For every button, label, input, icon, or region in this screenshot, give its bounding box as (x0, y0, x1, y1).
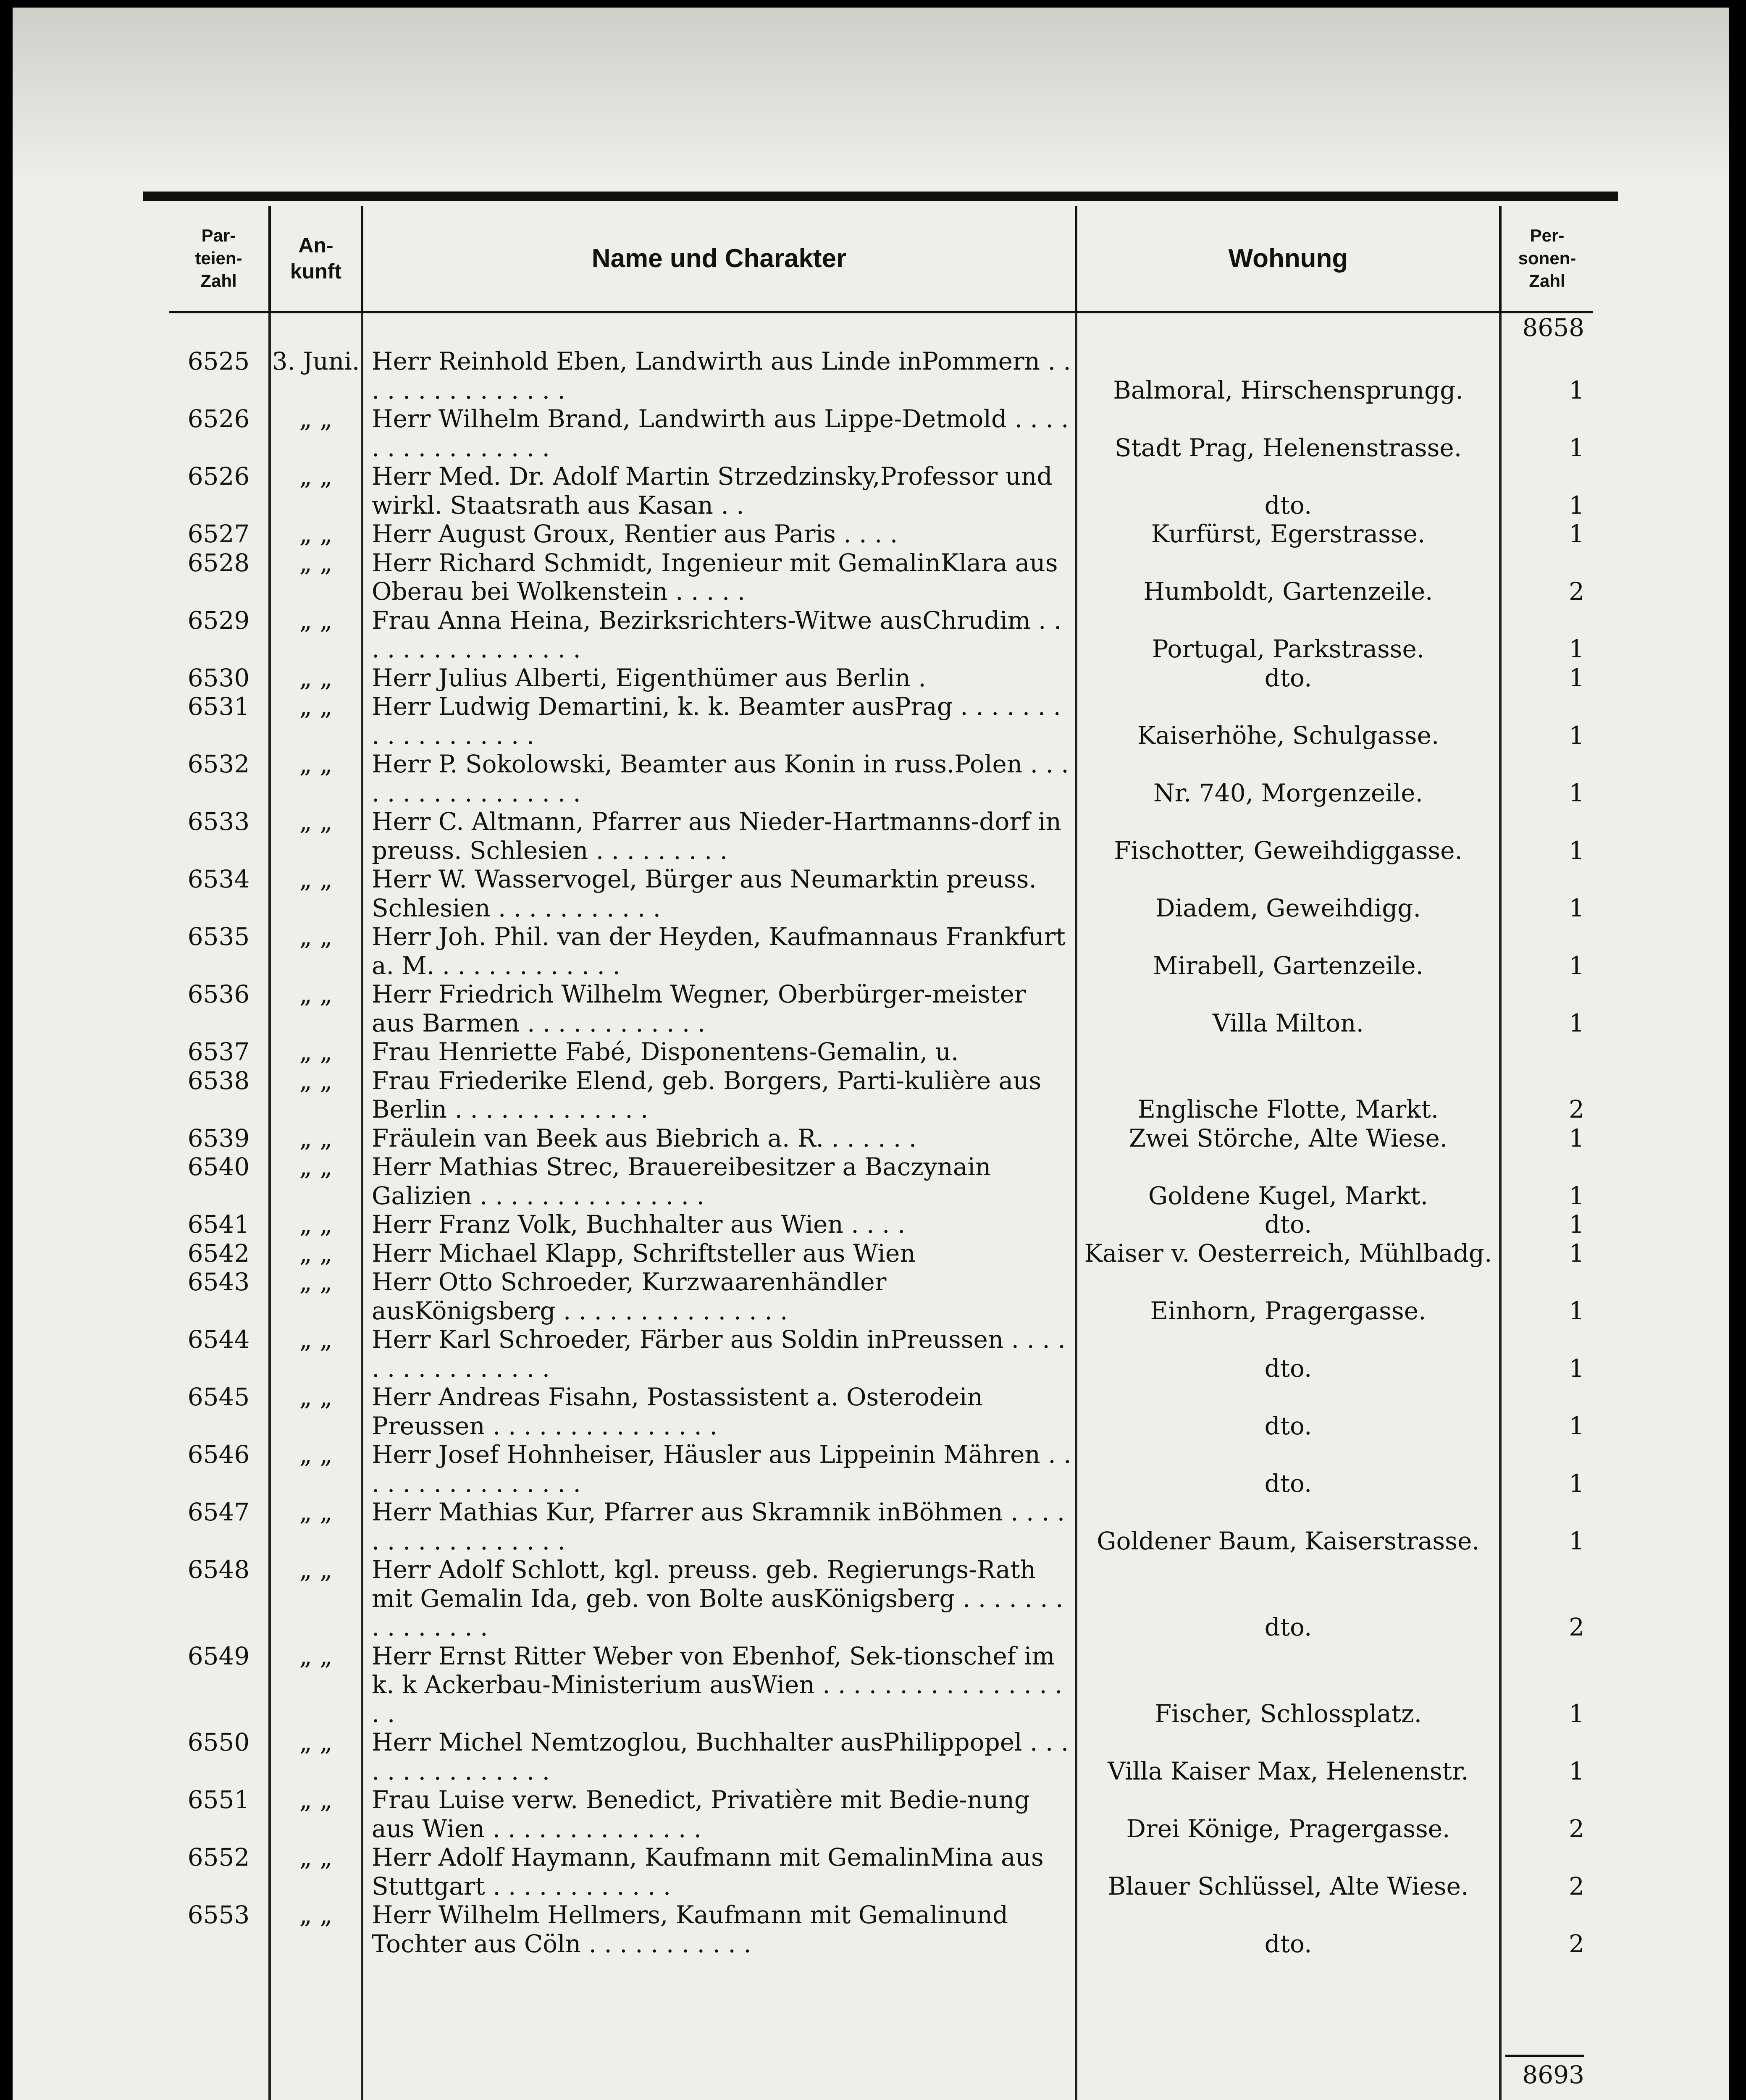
party-number: 6530 (169, 664, 270, 693)
guest-line: Mina aus Stuttgart . . . . . . . . . . . . (372, 1843, 1044, 1900)
guest-line: Rath mit Gemalin Ida, geb. von Bolte aus (372, 1555, 1036, 1613)
guest-name-character (362, 1498, 1076, 1555)
guest-name-character (362, 1325, 1076, 1383)
residence: dto. (1076, 1440, 1500, 1498)
party-number: 6553 (169, 1900, 270, 1958)
table-row (169, 1785, 1593, 1843)
guest-line: Philippopel . . . . . . . . . . . . . . . (372, 1728, 1069, 1785)
table-row (169, 1210, 1593, 1239)
guest-name-character (362, 1268, 1076, 1325)
arrival-date: „ „ (270, 980, 362, 1037)
guest-line: Pommern . . . . . . . . . . . . . . . (372, 347, 1071, 404)
arrival-date: „ „ (270, 750, 362, 807)
guest-line: Herr C. Altmann, Pfarrer aus Nieder-Hartmanns- (372, 807, 979, 836)
guest-line: Herr Richard Schmidt, Ingenieur mit Gemalin (372, 548, 941, 577)
guest-line: Herr Ludwig Demartini, k. k. Beamter aus (372, 692, 895, 721)
table-row (169, 664, 1593, 693)
residence: Blauer Schlüssel, Alte Wiese. (1076, 1843, 1500, 1900)
residence: Humboldt, Gartenzeile. (1076, 549, 1500, 606)
party-number: 6534 (169, 865, 270, 922)
arrival-date: „ „ (270, 462, 362, 520)
arrival-date: „ „ (270, 807, 362, 865)
guest-line: Herr Michael Klapp, Schriftsteller aus Wien (372, 1239, 916, 1268)
guest-line: Herr Otto Schroeder, Kurzwaarenhändler aus (372, 1268, 887, 1325)
table-row (169, 404, 1593, 462)
residence: Nr. 740, Morgenzeile. (1076, 750, 1500, 807)
arrival-date: „ „ (270, 922, 362, 980)
person-count: 2 (1569, 1814, 1584, 1843)
arrival-date: „ „ (270, 1066, 362, 1124)
residence: Englische Flotte, Markt. (1076, 1066, 1500, 1124)
top-rule (143, 192, 1618, 201)
guest-line: Wien . . . . . . . . . . . . . . . . . . (372, 1670, 1063, 1728)
guest-line: Prag . . . . . . . . . . . . . . . . . . (372, 692, 1061, 750)
arrival-date: „ „ (270, 1268, 362, 1325)
guest-line: Herr Mathias Kur, Pfarrer aus Skramnik in (372, 1498, 902, 1526)
guest-line: Fräulein van Beek aus Biebrich a. R. . . . . . . (372, 1124, 917, 1152)
guest-name-character (362, 1239, 1076, 1268)
guest-name-character (362, 807, 1076, 865)
table-row (169, 807, 1593, 865)
arrival-date: „ „ (270, 1555, 362, 1642)
blank-row (169, 1958, 1593, 2055)
table-row (169, 549, 1593, 606)
guest-line: Herr P. Sokolowski, Beamter aus Konin in russ. (372, 750, 955, 778)
guest-name-character (362, 750, 1076, 807)
residence: Stadt Prag, Helenenstrasse. (1076, 404, 1500, 462)
guest-name-character (362, 1066, 1076, 1124)
party-number: 6546 (169, 1440, 270, 1498)
guest-line: in Mähren . . . . . . . . . . . . . . . . (372, 1440, 1071, 1498)
residence: dto. (1076, 1210, 1500, 1239)
residence: Balmoral, Hirschensprungg. (1076, 347, 1500, 404)
person-count: 1 (1569, 1296, 1584, 1325)
party-number: 6526 (169, 462, 270, 520)
total-row (169, 2055, 1593, 2100)
guest-line: Klara aus Oberau bei Wolkenstein . . . . . (372, 548, 1058, 606)
header-arrival: An- kunft (270, 206, 362, 312)
guest-line: Preussen . . . . . . . . . . . . . . . . (372, 1325, 1066, 1383)
person-count: 1 (1569, 520, 1584, 548)
guest-name-character (362, 922, 1076, 980)
table-row (169, 922, 1593, 980)
party-number: 6537 (169, 1037, 270, 1066)
arrival-date: „ „ (270, 549, 362, 606)
guest-name-character (362, 606, 1076, 664)
arrival-date: „ „ (270, 520, 362, 549)
table-row (169, 1066, 1593, 1124)
guest-line: Professor und wirkl. Staatsrath aus Kasan . . (372, 462, 1053, 520)
guest-line: Herr Wilhelm Hellmers, Kaufmann mit Gemalin (372, 1900, 961, 1929)
guest-line: Herr Joh. Phil. van der Heyden, Kaufmann (372, 922, 895, 951)
party-number: 6535 (169, 922, 270, 980)
residence: Goldene Kugel, Markt. (1076, 1152, 1500, 1210)
table-row (169, 1268, 1593, 1325)
guest-name-character (362, 1152, 1076, 1210)
table-row (169, 1900, 1593, 1958)
guest-name-character (362, 692, 1076, 750)
guest-line: Frau Henriette Fabé, Disponentens-Gemalin, u. (372, 1037, 959, 1066)
guest-line: Frau Luise verw. Benedict, Privatière mit Bedie- (372, 1785, 967, 1814)
guest-line: Herr Julius Alberti, Eigenthümer aus Berlin . (372, 663, 926, 692)
guest-name-character (362, 865, 1076, 922)
guest-line: Herr Ernst Ritter Weber von Ebenhof, Sek- (372, 1641, 903, 1670)
guest-line: Herr Andreas Fisahn, Postassistent a. Osterode (372, 1383, 960, 1411)
guest-name-character (362, 1440, 1076, 1498)
party-number: 6548 (169, 1555, 270, 1642)
party-number: 6544 (169, 1325, 270, 1383)
residence: dto. (1076, 1325, 1500, 1383)
total-value: 8693 (1505, 2055, 1584, 2090)
person-count: 1 (1569, 375, 1584, 404)
guest-line: Herr Josef Hohnheiser, Häusler aus Lippein (372, 1440, 912, 1469)
residence: Kaiser v. Oesterreich, Mühlbadg. (1076, 1239, 1500, 1268)
person-count (1500, 1037, 1593, 1066)
person-count: 1 (1569, 1124, 1584, 1152)
table-row (169, 1642, 1593, 1728)
party-number: 6540 (169, 1152, 270, 1210)
guest-line: Königsberg . . . . . . . . . . . . . . . (414, 1296, 788, 1325)
residence: Fischotter, Geweihdiggasse. (1076, 807, 1500, 865)
arrival-date: „ „ (270, 692, 362, 750)
guest-line: nung aus Wien . . . . . . . . . . . . . . (372, 1785, 1030, 1843)
guest-line: Königsberg . . . . . . . . . . . . . . . (372, 1584, 1063, 1641)
arrival-date: „ „ (270, 1037, 362, 1066)
header-party-count: Par- teien- Zahl (169, 206, 270, 312)
party-number: 6528 (169, 549, 270, 606)
person-count: 1 (1569, 1756, 1584, 1785)
residence: Diadem, Geweihdigg. (1076, 865, 1500, 922)
person-count: 1 (1569, 1181, 1584, 1210)
carry-over-row (169, 312, 1593, 347)
table-row (169, 1555, 1593, 1642)
guest-line: Herr Karl Schroeder, Färber aus Soldin in (372, 1325, 890, 1354)
table-row (169, 980, 1593, 1037)
guest-line: Herr Wilhelm Brand, Landwirth aus Lippe- (372, 404, 902, 433)
residence: Einhorn, Pragergasse. (1076, 1268, 1500, 1325)
arrival-date: „ „ (270, 664, 362, 693)
person-count: 2 (1569, 1613, 1584, 1641)
guest-line: Chrudim . . . . . . . . . . . . . . . . (372, 606, 1062, 663)
guest-line: Polen . . . . . . . . . . . . . . . . . (372, 750, 1069, 807)
table-row (169, 462, 1593, 520)
residence: Kurfürst, Egerstrasse. (1076, 520, 1500, 549)
guest-name-character (362, 1900, 1076, 1958)
table-row (169, 1124, 1593, 1153)
residence: Villa Kaiser Max, Helenenstr. (1076, 1728, 1500, 1785)
party-number: 6547 (169, 1498, 270, 1555)
arrival-date: „ „ (270, 1383, 362, 1440)
residence: Zwei Störche, Alte Wiese. (1076, 1124, 1500, 1153)
person-count: 1 (1569, 1411, 1584, 1440)
header-residence: Wohnung (1076, 206, 1500, 312)
residence: Goldener Baum, Kaiserstrasse. (1076, 1498, 1500, 1555)
guest-line: Frau Friederike Elend, geb. Borgers, Parti- (372, 1066, 905, 1095)
arrival-date: „ „ (270, 1210, 362, 1239)
arrival-date: „ „ (270, 1239, 362, 1268)
person-count: 1 (1569, 836, 1584, 865)
table-row (169, 1383, 1593, 1440)
person-count: 1 (1569, 721, 1584, 750)
residence: Fischer, Schlossplatz. (1076, 1642, 1500, 1728)
guest-name-character (362, 664, 1076, 693)
arrival-date: „ „ (270, 1440, 362, 1498)
party-number: 6551 (169, 1785, 270, 1843)
party-number: 6526 (169, 404, 270, 462)
guest-line: Herr Friedrich Wilhelm Wegner, Oberbürger- (372, 980, 932, 1008)
party-number: 6531 (169, 692, 270, 750)
guest-line: Herr Franz Volk, Buchhalter aus Wien . . . . (372, 1210, 906, 1239)
guest-line: aus Frankfurt a. M. . . . . . . . . . . . . (372, 922, 1066, 980)
residence: Drei Könige, Pragergasse. (1076, 1785, 1500, 1843)
person-count: 2 (1569, 1929, 1584, 1958)
party-number: 6541 (169, 1210, 270, 1239)
arrival-date: „ „ (270, 1124, 362, 1153)
arrival-date: „ „ (270, 1843, 362, 1900)
arrival-date: „ „ (270, 1325, 362, 1383)
person-count: 1 (1569, 1210, 1584, 1239)
residence: dto. (1076, 664, 1500, 693)
person-count: 1 (1569, 1008, 1584, 1037)
guest-line: Herr Adolf Haymann, Kaufmann mit Gemalin (372, 1843, 930, 1872)
residence: dto. (1076, 1555, 1500, 1642)
guest-name-character (362, 347, 1076, 404)
guest-line: Herr Med. Dr. Adolf Martin Strzedzinsky, (372, 462, 880, 491)
residence: dto. (1076, 462, 1500, 520)
table-row (169, 347, 1593, 404)
guest-name-character (362, 1785, 1076, 1843)
guest-line: in Galizien . . . . . . . . . . . . . . . (372, 1152, 991, 1210)
guest-name-character (362, 1124, 1076, 1153)
party-number: 6532 (169, 750, 270, 807)
guest-name-character (362, 1728, 1076, 1785)
party-number: 6539 (169, 1124, 270, 1153)
guest-line: Böhmen . . . . . . . . . . . . . . . . . (372, 1498, 1065, 1555)
residence (1076, 1037, 1500, 1066)
table-row (169, 1325, 1593, 1383)
guest-line: Herr Adolf Schlott, kgl. preuss. geb. Regierungs- (372, 1555, 977, 1584)
guest-line: tionschef im k. k Ackerbau-Ministerium aus (372, 1641, 1055, 1699)
person-count: 1 (1569, 1699, 1584, 1728)
person-count: 2 (1569, 1095, 1584, 1124)
residence: Villa Milton. (1076, 980, 1500, 1037)
arrival-date: „ „ (270, 865, 362, 922)
arrival-date: „ „ (270, 1498, 362, 1555)
table-row (169, 865, 1593, 922)
guest-name-character (362, 404, 1076, 462)
table-row (169, 750, 1593, 807)
person-count: 2 (1569, 1872, 1584, 1900)
party-number: 6529 (169, 606, 270, 664)
residence: Mirabell, Gartenzeile. (1076, 922, 1500, 980)
table-row (169, 1498, 1593, 1555)
guest-line: Herr W. Wasservogel, Bürger aus Neumarkt (372, 865, 916, 893)
person-count: 1 (1569, 1354, 1584, 1383)
person-count: 1 (1569, 1526, 1584, 1555)
arrival-date: „ „ (270, 1728, 362, 1785)
person-count: 2 (1569, 577, 1584, 606)
party-number: 6533 (169, 807, 270, 865)
register-page (13, 8, 1729, 2100)
guest-name-character (362, 1037, 1076, 1066)
residence: dto. (1076, 1900, 1500, 1958)
guest-line: kulière aus Berlin . . . . . . . . . . . . . (372, 1066, 1042, 1124)
person-count: 1 (1569, 893, 1584, 922)
party-number: 6550 (169, 1728, 270, 1785)
table-row (169, 520, 1593, 549)
guest-name-character (362, 520, 1076, 549)
guest-line: Detmold . . . . . . . . . . . . . . . . (372, 404, 1069, 462)
arrival-date: „ „ (270, 1152, 362, 1210)
party-number: 6538 (169, 1066, 270, 1124)
guest-line: Herr Mathias Strec, Brauereibesitzer a Baczyna (372, 1152, 968, 1181)
person-count: 1 (1569, 778, 1584, 807)
guest-line: Frau Anna Heina, Bezirksrichters-Witwe aus (372, 606, 923, 635)
table-row (169, 1440, 1593, 1498)
guest-name-character (362, 462, 1076, 520)
carry-over-value: 8658 (1522, 313, 1584, 342)
table-row (169, 606, 1593, 664)
guest-name-character (362, 1210, 1076, 1239)
header-persons: Per- sonen- Zahl (1500, 206, 1593, 312)
party-number: 6543 (169, 1268, 270, 1325)
residence: dto. (1076, 1383, 1500, 1440)
guest-name-character (362, 980, 1076, 1037)
party-number: 6542 (169, 1239, 270, 1268)
table-row (169, 1728, 1593, 1785)
table-row (169, 1037, 1593, 1066)
party-number: 6552 (169, 1843, 270, 1900)
arrival-date: „ „ (270, 1900, 362, 1958)
guest-line: Herr Reinhold Eben, Landwirth aus Linde in (372, 347, 922, 375)
guest-line: und Tochter aus Cöln . . . . . . . . . . . (372, 1900, 1008, 1958)
person-count: 1 (1569, 663, 1584, 692)
guest-line: Herr August Groux, Rentier aus Paris . . . . (372, 520, 898, 548)
residence: Kaiserhöhe, Schulgasse. (1076, 692, 1500, 750)
guest-line: in Preussen . . . . . . . . . . . . . . . (372, 1383, 983, 1440)
guest-name-character (362, 1555, 1076, 1642)
arrival-date: „ „ (270, 1785, 362, 1843)
header-name: Name und Charakter (362, 206, 1076, 312)
header-row (169, 206, 1593, 312)
arrival-date: „ „ (270, 606, 362, 664)
guest-line: Herr Michel Nemtzoglou, Buchhalter aus (372, 1728, 883, 1756)
table-row (169, 1843, 1593, 1900)
person-count: 1 (1569, 951, 1584, 980)
person-count: 1 (1569, 433, 1584, 462)
person-count: 1 (1569, 1239, 1584, 1268)
residence: Portugal, Parkstrasse. (1076, 606, 1500, 664)
person-count: 1 (1569, 491, 1584, 520)
party-number: 6536 (169, 980, 270, 1037)
guest-name-character (362, 1642, 1076, 1728)
party-number: 6545 (169, 1383, 270, 1440)
guest-line: in preuss. Schlesien . . . . . . . . . . . (372, 865, 1037, 922)
table-row (169, 692, 1593, 750)
guest-name-character (362, 1383, 1076, 1440)
table-row (169, 1152, 1593, 1210)
arrival-date: „ „ (270, 404, 362, 462)
guest-line: meister aus Barmen . . . . . . . . . . . . (372, 980, 1026, 1037)
party-number: 6549 (169, 1642, 270, 1728)
guest-register-table (169, 206, 1593, 2100)
guest-name-character (362, 1843, 1076, 1900)
arrival-date: „ „ (270, 1642, 362, 1728)
party-number: 6527 (169, 520, 270, 549)
arrival-date: 3. Juni. (270, 347, 362, 404)
guest-line: dorf in preuss. Schlesien . . . . . . . . . (372, 807, 1061, 865)
party-number: 6525 (169, 347, 270, 404)
person-count: 1 (1569, 1469, 1584, 1498)
person-count: 1 (1569, 635, 1584, 663)
guest-name-character (362, 549, 1076, 606)
table-row (169, 1239, 1593, 1268)
